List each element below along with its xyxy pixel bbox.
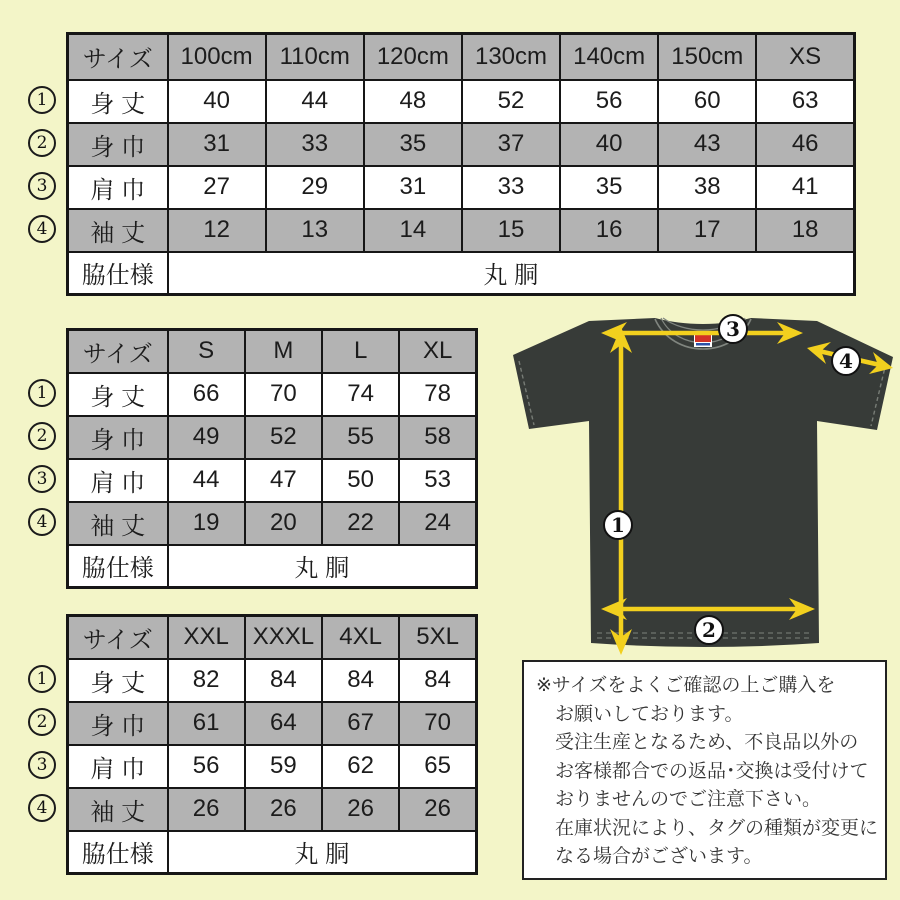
- shirt-marker-4: 4: [831, 346, 861, 376]
- row-label: 脇仕様: [68, 831, 168, 874]
- notice-line: おりませんのでご注意下さい。: [555, 789, 822, 810]
- shirt-marker-2: 2: [694, 615, 724, 645]
- size-value: 19: [168, 502, 245, 545]
- size-value: 14: [364, 209, 462, 252]
- size-value: 18: [756, 209, 854, 252]
- column-header: 4XL: [322, 616, 399, 659]
- row-label: 身 巾: [68, 123, 168, 166]
- column-header: M: [245, 330, 322, 373]
- size-value: 84: [399, 659, 476, 702]
- size-value: 60: [658, 80, 756, 123]
- size-value: 65: [399, 745, 476, 788]
- table-row: [68, 416, 477, 459]
- size-value: 22: [322, 502, 399, 545]
- spec-row: [68, 545, 477, 588]
- row-marker-3: 3: [28, 172, 56, 200]
- size-value: 50: [322, 459, 399, 502]
- size-value: 74: [322, 373, 399, 416]
- size-value: 44: [266, 80, 364, 123]
- size-value: 70: [245, 373, 322, 416]
- size-value: 35: [560, 166, 658, 209]
- column-header: XS: [756, 34, 854, 80]
- notice-line: 在庫状況により、タグの種類が変更に: [555, 817, 879, 839]
- size-value: 27: [168, 166, 266, 209]
- notice-box: [522, 660, 887, 880]
- size-value: 56: [168, 745, 245, 788]
- row-marker-3: 3: [28, 465, 56, 493]
- column-header: サイズ: [68, 34, 168, 80]
- big-size-table: [66, 614, 478, 875]
- size-value: 49: [168, 416, 245, 459]
- table-row: [68, 166, 855, 209]
- spec-value: 丸 胴: [168, 831, 477, 874]
- table-row: [68, 80, 855, 123]
- column-header: 120cm: [364, 34, 462, 80]
- row-marker-1: 1: [28, 379, 56, 407]
- size-value: 26: [322, 788, 399, 831]
- size-value: 20: [245, 502, 322, 545]
- table-row: [68, 659, 477, 702]
- row-label: 身 巾: [68, 702, 168, 745]
- size-value: 16: [560, 209, 658, 252]
- size-value: 78: [399, 373, 476, 416]
- column-header: XXL: [168, 616, 245, 659]
- shirt-marker-1: 1: [603, 510, 633, 540]
- spec-row: [68, 831, 477, 874]
- row-marker-2: 2: [28, 422, 56, 450]
- kids-size-table: [66, 32, 856, 296]
- row-marker-4: 4: [28, 794, 56, 822]
- table-row: [68, 788, 477, 831]
- size-value: 48: [364, 80, 462, 123]
- column-header: L: [322, 330, 399, 373]
- table-row: [68, 209, 855, 252]
- column-header: XL: [399, 330, 476, 373]
- size-value: 53: [399, 459, 476, 502]
- column-header: 130cm: [462, 34, 560, 80]
- table-row: [68, 745, 477, 788]
- row-label: 袖 丈: [68, 788, 168, 831]
- size-value: 35: [364, 123, 462, 166]
- size-value: 44: [168, 459, 245, 502]
- size-value: 40: [168, 80, 266, 123]
- size-value: 58: [399, 416, 476, 459]
- size-value: 38: [658, 166, 756, 209]
- table-row: [68, 459, 477, 502]
- row-label: 肩 巾: [68, 459, 168, 502]
- size-value: 15: [462, 209, 560, 252]
- spec-value: 丸 胴: [168, 252, 855, 295]
- notice-line: お願いしております。: [555, 703, 744, 725]
- column-header: サイズ: [68, 330, 168, 373]
- notice-line: ※サイズをよくご確認の上ご購入を: [536, 675, 836, 696]
- column-header: 100cm: [168, 34, 266, 80]
- adult-size-table: [66, 328, 478, 589]
- size-value: 26: [168, 788, 245, 831]
- row-marker-2: 2: [28, 129, 56, 157]
- notice-line: 受注生産となるため、不良品以外の: [555, 732, 859, 753]
- column-header: 5XL: [399, 616, 476, 659]
- spec-value: 丸 胴: [168, 545, 477, 588]
- size-value: 47: [245, 459, 322, 502]
- row-label: 脇仕様: [68, 545, 168, 588]
- table-row: [68, 123, 855, 166]
- table-row: [68, 702, 477, 745]
- size-value: 52: [462, 80, 560, 123]
- size-value: 59: [245, 745, 322, 788]
- size-value: 41: [756, 166, 854, 209]
- size-value: 12: [168, 209, 266, 252]
- row-label: 身 巾: [68, 416, 168, 459]
- row-marker-1: 1: [28, 86, 56, 114]
- row-marker-4: 4: [28, 508, 56, 536]
- size-value: 29: [266, 166, 364, 209]
- table-row: [68, 373, 477, 416]
- column-header: S: [168, 330, 245, 373]
- size-value: 46: [756, 123, 854, 166]
- column-header: 140cm: [560, 34, 658, 80]
- row-label: 身 丈: [68, 373, 168, 416]
- size-value: 26: [399, 788, 476, 831]
- column-header: 110cm: [266, 34, 364, 80]
- shirt-marker-3: 3: [718, 314, 748, 344]
- table-row: [68, 502, 477, 545]
- size-value: 63: [756, 80, 854, 123]
- row-marker-3: 3: [28, 751, 56, 779]
- header-row: [68, 330, 477, 373]
- column-header: 150cm: [658, 34, 756, 80]
- size-value: 17: [658, 209, 756, 252]
- size-value: 84: [245, 659, 322, 702]
- size-value: 55: [322, 416, 399, 459]
- size-value: 70: [399, 702, 476, 745]
- row-label: 肩 巾: [68, 166, 168, 209]
- size-value: 31: [364, 166, 462, 209]
- row-marker-1: 1: [28, 665, 56, 693]
- row-label: 袖 丈: [68, 209, 168, 252]
- row-marker-2: 2: [28, 708, 56, 736]
- size-value: 84: [322, 659, 399, 702]
- size-value: 82: [168, 659, 245, 702]
- column-header: XXXL: [245, 616, 322, 659]
- size-value: 26: [245, 788, 322, 831]
- row-label: 肩 巾: [68, 745, 168, 788]
- spec-row: [68, 252, 855, 295]
- brand-tag: [694, 334, 712, 347]
- size-value: 52: [245, 416, 322, 459]
- size-value: 56: [560, 80, 658, 123]
- size-value: 62: [322, 745, 399, 788]
- size-value: 61: [168, 702, 245, 745]
- header-row: [68, 34, 855, 80]
- row-label: 脇仕様: [68, 252, 168, 295]
- header-row: [68, 616, 477, 659]
- size-value: 33: [462, 166, 560, 209]
- size-value: 24: [399, 502, 476, 545]
- size-value: 33: [266, 123, 364, 166]
- size-value: 37: [462, 123, 560, 166]
- row-label: 袖 丈: [68, 502, 168, 545]
- notice-line: お客様都合での返品･交換は受付けて: [555, 760, 869, 782]
- row-label: 身 丈: [68, 80, 168, 123]
- size-value: 43: [658, 123, 756, 166]
- row-marker-4: 4: [28, 215, 56, 243]
- size-value: 67: [322, 702, 399, 745]
- size-value: 40: [560, 123, 658, 166]
- column-header: サイズ: [68, 616, 168, 659]
- row-label: 身 丈: [68, 659, 168, 702]
- notice-line: なる場合がございます。: [555, 846, 763, 867]
- size-value: 66: [168, 373, 245, 416]
- size-value: 13: [266, 209, 364, 252]
- size-value: 31: [168, 123, 266, 166]
- size-value: 64: [245, 702, 322, 745]
